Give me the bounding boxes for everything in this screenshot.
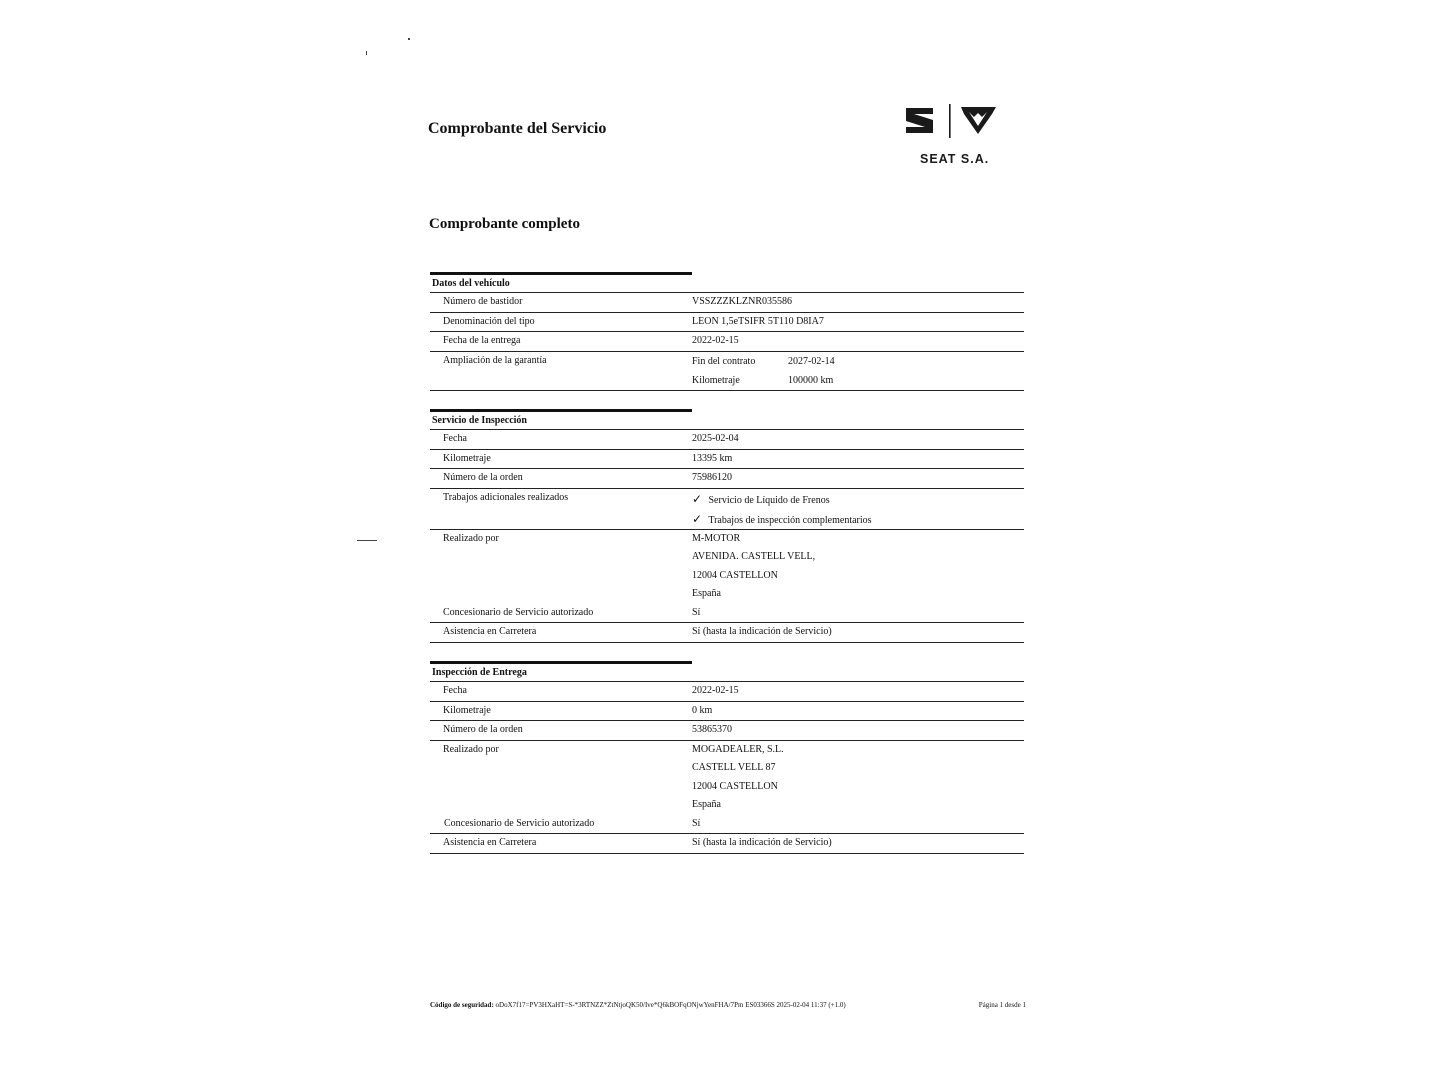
row-extra-work — [430, 489, 1024, 530]
row-label: Trabajos adicionales realizados — [443, 491, 569, 503]
row-label: Fecha de la entrega — [443, 335, 521, 346]
row-label: Fecha — [443, 685, 467, 696]
row-label: Asistencia en Carretera — [443, 626, 537, 637]
kv-key: Kilometraje — [692, 374, 740, 386]
address-line: España — [692, 799, 721, 810]
security-code-label: Código de seguridad: — [430, 1001, 494, 1009]
row-value: 2022-02-15 — [692, 685, 739, 696]
company-name: SEAT S.A. — [920, 152, 990, 166]
reference-code: ES03366S — [745, 1001, 775, 1009]
print-timestamp: 2025-02-04 11:37 (+1.0) — [776, 1001, 846, 1009]
row-label: Realizado por — [443, 743, 499, 755]
kv-value: 2027-02-14 — [788, 355, 835, 367]
dealer-value: Sí — [692, 817, 701, 829]
row-label: Número de la orden — [443, 724, 523, 735]
security-code-line — [430, 1001, 846, 1009]
kv-key: Fin del contrato — [692, 355, 756, 367]
dealer-label-inspection: Concesionario de Servicio autorizado — [443, 607, 594, 618]
row-warranty — [430, 352, 1024, 391]
address-line: 12004 CASTELLON — [692, 569, 778, 581]
row-date — [430, 430, 1024, 450]
seat-cupra-logo-icon — [900, 100, 1020, 150]
security-code: oDoX7f17=PV3HXaHT=S-*3RTNZZ*ZtNtjoQK50/Ive*Q6kBOFqONjwYenFHA/7Pm — [495, 1001, 744, 1009]
row-value: 2022-02-15 — [692, 335, 739, 346]
address-line: AVENIDA. CASTELL VELL, — [692, 551, 816, 562]
row-roadside-assistance — [430, 834, 1024, 854]
address-line: MOGADEALER, S.L. — [692, 743, 784, 755]
row-value — [692, 741, 1024, 834]
row-label: Kilometraje — [443, 452, 491, 464]
section-heading: Servicio de Inspección — [430, 412, 1024, 430]
warranty-contract-end — [692, 352, 1024, 371]
row-order — [430, 469, 1024, 489]
warranty-mileage — [692, 371, 1024, 390]
row-order — [430, 721, 1024, 741]
seat-logo — [900, 100, 1020, 175]
row-value — [692, 530, 1024, 623]
page-footer — [430, 1001, 1026, 1009]
row-value: 2025-02-04 — [692, 433, 739, 444]
row-label: Denominación del tipo — [443, 315, 535, 327]
section-heading: Inspección de Entrega — [430, 664, 1024, 682]
row-value: Sí (hasta la indicación de Servicio) — [692, 626, 832, 637]
row-label: Realizado por — [443, 532, 499, 544]
checkmark-icon: ✓ — [692, 511, 703, 526]
row-value: VSSZZZKLZNR035586 — [692, 296, 792, 307]
document-subtitle: Comprobante completo — [429, 216, 580, 232]
extra-work-item — [692, 509, 1024, 529]
row-value: Sí (hasta la indicación de Servicio) — [692, 837, 832, 848]
row-label: Fecha — [443, 433, 467, 444]
checkmark-icon: ✓ — [692, 491, 703, 506]
row-label: Ampliación de la garantía — [443, 354, 547, 366]
row-value — [692, 489, 1024, 529]
row-roadside-assistance — [430, 623, 1024, 643]
address-line: CASTELL VELL 87 — [692, 762, 776, 773]
row-mileage — [430, 450, 1024, 470]
dealer-label-delivery: Concesionario de Servicio autorizado — [444, 818, 595, 829]
document-title: Comprobante del Servicio — [428, 120, 607, 137]
row-label: Kilometraje — [443, 704, 491, 716]
row-mileage — [430, 702, 1024, 722]
section-heading: Datos del vehículo — [430, 275, 1024, 293]
row-value: 53865370 — [692, 724, 732, 735]
row-value — [692, 352, 1024, 390]
address-line: España — [692, 588, 721, 599]
row-delivery-date — [430, 332, 1024, 352]
page-number: Página 1 desde 1 — [978, 1001, 1026, 1009]
row-label: Número de bastidor — [443, 296, 523, 307]
row-value: 13395 km — [692, 452, 733, 464]
extra-work-item — [692, 489, 1024, 509]
extra-work-text: Trabajos de inspección complementarios — [708, 514, 872, 526]
extra-work-text: Servicio de Líquido de Frenos — [708, 494, 830, 506]
row-vin — [430, 293, 1024, 313]
row-value: 0 km — [692, 704, 713, 716]
kv-value: 100000 km — [788, 374, 834, 386]
address-line: M-MOTOR — [692, 532, 741, 544]
section-vehicle — [430, 272, 1024, 391]
address-line: 12004 CASTELLON — [692, 780, 778, 792]
row-value: 75986120 — [692, 472, 732, 483]
row-label: Número de la orden — [443, 472, 523, 483]
row-label: Asistencia en Carretera — [443, 837, 537, 848]
row-date — [430, 682, 1024, 702]
dealer-value: Sí — [692, 606, 701, 618]
row-type — [430, 313, 1024, 333]
row-value: LEON 1,5eTSIFR 5T110 D8IA7 — [692, 315, 824, 327]
